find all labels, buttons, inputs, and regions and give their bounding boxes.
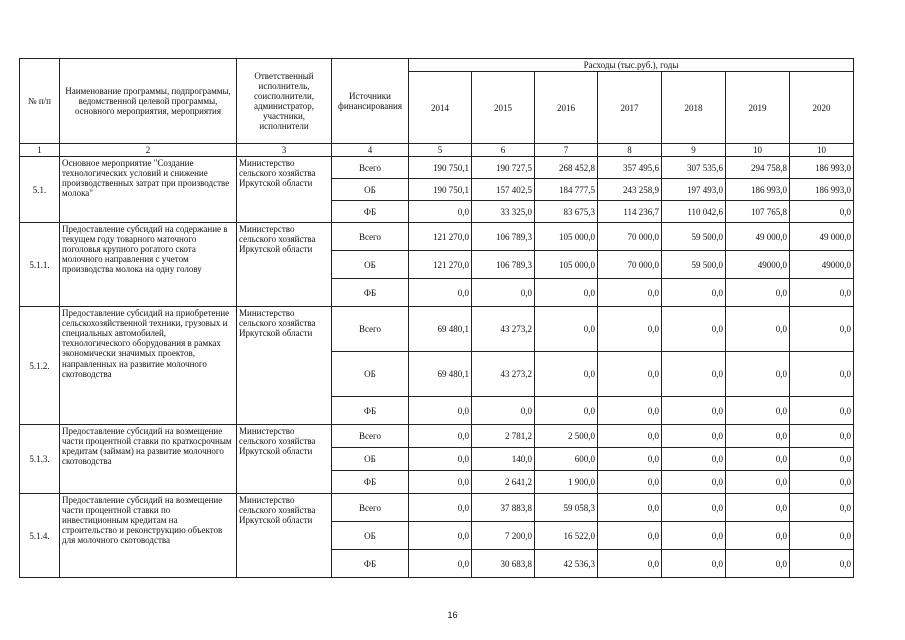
- value-cell: 33 325,0: [472, 201, 535, 223]
- header-name: Наименование программы, подпрограммы, ведомственной целевой программы, основного мероприятия, мероприятия: [60, 59, 237, 144]
- funding-source: ОБ: [332, 448, 409, 471]
- year-2014: 2014: [409, 72, 472, 144]
- year-2020: 2020: [790, 72, 854, 144]
- value-cell: 0,0: [790, 448, 854, 471]
- value-cell: 0,0: [790, 279, 854, 307]
- value-cell: 0,0: [598, 494, 662, 522]
- funding-source: Всего: [332, 494, 409, 522]
- program-name: Предоставление субсидий на приобретение сельскохозяйственной техники, грузовых и специальных автомобилей, технологического оборудования в рамках экономически значимых проектов, направленных на развитие молочного скотоводства: [60, 307, 237, 425]
- value-cell: 0,0: [598, 397, 662, 425]
- header-executor: Ответственный исполнитель, соисполнители, администратор, участники, исполнители: [237, 59, 332, 144]
- value-cell: 0,0: [726, 494, 790, 522]
- value-cell: 107 765,8: [726, 201, 790, 223]
- value-cell: 0,0: [535, 397, 598, 425]
- column-number: 6: [472, 144, 535, 157]
- program-name: Основное мероприятие "Создание технологических условий и снижение производственных затрат при производстве молока": [60, 157, 237, 223]
- value-cell: 0,0: [535, 352, 598, 397]
- value-cell: 1 900,0: [535, 471, 598, 494]
- page-number: 16: [447, 610, 458, 620]
- value-cell: 121 270,0: [409, 251, 472, 279]
- value-cell: 190 727,5: [472, 157, 535, 179]
- header-expenses: Расходы (тыс.руб.), годы: [409, 59, 854, 72]
- value-cell: 0,0: [409, 397, 472, 425]
- row-number: 5.1.: [20, 157, 60, 223]
- value-cell: 0,0: [598, 425, 662, 448]
- value-cell: 70 000,0: [598, 223, 662, 251]
- value-cell: 0,0: [726, 279, 790, 307]
- table-row: [20, 223, 854, 251]
- value-cell: 0,0: [726, 471, 790, 494]
- value-cell: 0,0: [409, 550, 472, 578]
- value-cell: 357 495,6: [598, 157, 662, 179]
- value-cell: 43 273,2: [472, 307, 535, 352]
- table-row: [20, 307, 854, 352]
- funding-source: Всего: [332, 307, 409, 352]
- year-2018: 2018: [662, 72, 726, 144]
- column-number: 3: [237, 144, 332, 157]
- year-2017: 2017: [598, 72, 662, 144]
- funding-source: ОБ: [332, 251, 409, 279]
- value-cell: 2 500,0: [535, 425, 598, 448]
- value-cell: 197 493,0: [662, 179, 726, 201]
- value-cell: 49 000,0: [790, 223, 854, 251]
- value-cell: 0,0: [662, 425, 726, 448]
- funding-source: ОБ: [332, 522, 409, 550]
- value-cell: 2 781,2: [472, 425, 535, 448]
- funding-source: Всего: [332, 223, 409, 251]
- value-cell: 0,0: [409, 279, 472, 307]
- value-cell: 190 750,1: [409, 179, 472, 201]
- funding-source: ФБ: [332, 397, 409, 425]
- value-cell: 190 750,1: [409, 157, 472, 179]
- value-cell: 307 535,6: [662, 157, 726, 179]
- value-cell: 0,0: [790, 522, 854, 550]
- year-2016: 2016: [535, 72, 598, 144]
- value-cell: 30 683,8: [472, 550, 535, 578]
- value-cell: 0,0: [598, 471, 662, 494]
- value-cell: 42 536,3: [535, 550, 598, 578]
- value-cell: 0,0: [662, 307, 726, 352]
- value-cell: 59 500,0: [662, 223, 726, 251]
- value-cell: 0,0: [662, 494, 726, 522]
- value-cell: 0,0: [790, 352, 854, 397]
- value-cell: 0,0: [726, 448, 790, 471]
- value-cell: 59 500,0: [662, 251, 726, 279]
- value-cell: 43 273,2: [472, 352, 535, 397]
- value-cell: 0,0: [662, 397, 726, 425]
- program-name: Предоставление субсидий на возмещение части процентной ставки по инвестиционным кредитам на строительство и реконструкцию объектов для молочного скотоводства: [60, 494, 237, 578]
- value-cell: 7 200,0: [472, 522, 535, 550]
- value-cell: 59 058,3: [535, 494, 598, 522]
- value-cell: 0,0: [726, 352, 790, 397]
- value-cell: 49000,0: [790, 251, 854, 279]
- value-cell: 0,0: [598, 550, 662, 578]
- funding-source: ОБ: [332, 352, 409, 397]
- row-number: 5.1.1.: [20, 223, 60, 307]
- value-cell: 105 000,0: [535, 223, 598, 251]
- funding-source: ФБ: [332, 279, 409, 307]
- executor: Министерство сельского хозяйства Иркутской области: [237, 494, 332, 578]
- value-cell: 110 042,6: [662, 201, 726, 223]
- value-cell: 0,0: [726, 522, 790, 550]
- funding-source: Всего: [332, 157, 409, 179]
- value-cell: 0,0: [790, 201, 854, 223]
- year-2015: 2015: [472, 72, 535, 144]
- value-cell: 105 000,0: [535, 251, 598, 279]
- value-cell: 106 789,3: [472, 251, 535, 279]
- executor: Министерство сельского хозяйства Иркутской области: [237, 307, 332, 425]
- value-cell: 0,0: [790, 307, 854, 352]
- value-cell: 0,0: [790, 425, 854, 448]
- value-cell: 49000,0: [726, 251, 790, 279]
- value-cell: 600,0: [535, 448, 598, 471]
- value-cell: 37 883,8: [472, 494, 535, 522]
- executor: Министерство сельского хозяйства Иркутской области: [237, 157, 332, 223]
- value-cell: 69 480,1: [409, 307, 472, 352]
- column-number: 2: [60, 144, 237, 157]
- value-cell: 0,0: [409, 522, 472, 550]
- funding-source: Всего: [332, 425, 409, 448]
- value-cell: 0,0: [409, 448, 472, 471]
- value-cell: 16 522,0: [535, 522, 598, 550]
- value-cell: 0,0: [598, 522, 662, 550]
- value-cell: 0,0: [472, 279, 535, 307]
- budget-table: [19, 58, 854, 578]
- column-number: 4: [332, 144, 409, 157]
- value-cell: 0,0: [790, 494, 854, 522]
- funding-source: ФБ: [332, 471, 409, 494]
- column-number: 1: [20, 144, 60, 157]
- value-cell: 0,0: [535, 279, 598, 307]
- table-row: [20, 425, 854, 448]
- value-cell: 0,0: [726, 550, 790, 578]
- value-cell: 0,0: [790, 397, 854, 425]
- year-2019: 2019: [726, 72, 790, 144]
- value-cell: 186 993,0: [726, 179, 790, 201]
- value-cell: 243 258,9: [598, 179, 662, 201]
- value-cell: 0,0: [598, 307, 662, 352]
- row-number: 5.1.4.: [20, 494, 60, 578]
- value-cell: 49 000,0: [726, 223, 790, 251]
- value-cell: 0,0: [662, 550, 726, 578]
- value-cell: 294 758,8: [726, 157, 790, 179]
- value-cell: 106 789,3: [472, 223, 535, 251]
- value-cell: 157 402,5: [472, 179, 535, 201]
- funding-source: ФБ: [332, 550, 409, 578]
- column-number: 10: [790, 144, 854, 157]
- value-cell: 0,0: [726, 307, 790, 352]
- value-cell: 268 452,8: [535, 157, 598, 179]
- column-number: 5: [409, 144, 472, 157]
- funding-source: ОБ: [332, 179, 409, 201]
- executor: Министерство сельского хозяйства Иркутской области: [237, 223, 332, 307]
- value-cell: 121 270,0: [409, 223, 472, 251]
- table-row: [20, 494, 854, 522]
- header-sources: Источники финансирования: [332, 59, 409, 144]
- column-number: 7: [535, 144, 598, 157]
- program-name: Предоставление субсидий на возмещение части процентной ставки по краткосрочным кредитам (займам) на развитие молочного скотоводства: [60, 425, 237, 494]
- value-cell: 0,0: [472, 397, 535, 425]
- value-cell: 0,0: [662, 471, 726, 494]
- value-cell: 0,0: [409, 471, 472, 494]
- value-cell: 0,0: [726, 425, 790, 448]
- value-cell: 69 480,1: [409, 352, 472, 397]
- value-cell: 2 641,2: [472, 471, 535, 494]
- value-cell: 0,0: [598, 352, 662, 397]
- row-number: 5.1.3.: [20, 425, 60, 494]
- value-cell: 114 236,7: [598, 201, 662, 223]
- value-cell: 0,0: [662, 352, 726, 397]
- value-cell: 83 675,3: [535, 201, 598, 223]
- row-number: 5.1.2.: [20, 307, 60, 425]
- program-name: Предоставление субсидий на содержание в текущем году товарного маточного поголовья крупного рогатого скота молочного направления с учетом производства молока на одну голову: [60, 223, 237, 307]
- column-number: 8: [598, 144, 662, 157]
- value-cell: 186 993,0: [790, 179, 854, 201]
- value-cell: 0,0: [662, 522, 726, 550]
- value-cell: 0,0: [726, 397, 790, 425]
- value-cell: 0,0: [598, 279, 662, 307]
- value-cell: 0,0: [790, 471, 854, 494]
- header-num: № п/п: [20, 59, 60, 144]
- value-cell: 0,0: [662, 279, 726, 307]
- value-cell: 70 000,0: [598, 251, 662, 279]
- value-cell: 0,0: [790, 550, 854, 578]
- value-cell: 184 777,5: [535, 179, 598, 201]
- value-cell: 0,0: [598, 448, 662, 471]
- value-cell: 0,0: [535, 307, 598, 352]
- value-cell: 140,0: [472, 448, 535, 471]
- value-cell: 0,0: [409, 425, 472, 448]
- table-row: [20, 157, 854, 179]
- column-number: 10: [726, 144, 790, 157]
- value-cell: 0,0: [409, 494, 472, 522]
- executor: Министерство сельского хозяйства Иркутской области: [237, 425, 332, 494]
- value-cell: 0,0: [662, 448, 726, 471]
- column-number: 9: [662, 144, 726, 157]
- funding-source: ФБ: [332, 201, 409, 223]
- value-cell: 0,0: [409, 201, 472, 223]
- value-cell: 186 993,0: [790, 157, 854, 179]
